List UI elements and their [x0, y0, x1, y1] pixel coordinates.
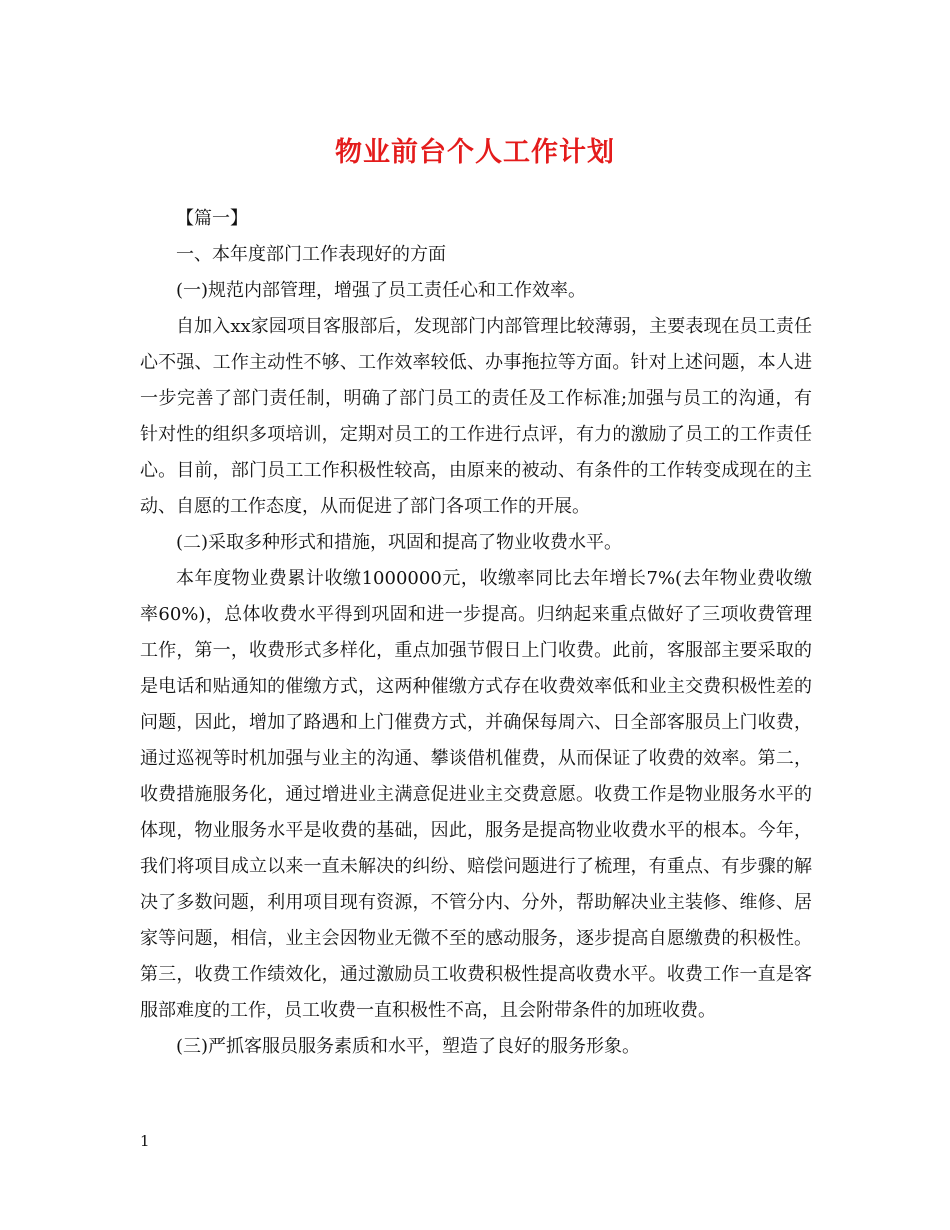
page-number: 1	[140, 1132, 150, 1150]
subheading: (二)采取多种形式和措施，巩固和提高了物业收费水平。	[176, 532, 623, 553]
section-heading: 【篇一】	[176, 208, 248, 229]
body-paragraph: 本年度物业费累计收缴1000000元，收缴率同比去年增长7%(去年物业费收缴率60%)，总体收费水平得到巩固和进一步提高。归纳起来重点做好了三项收费管理工作，第一，收费形式多样化，重点加强节假日上门收费。此前，客服部主要采取的是电话和贴通知的催缴方式，这两种催缴方式存在收费效率低和业主交费积极性差的问题，因此，增加了路遇和上门催费方式，并确保每周六、日全部客服员上门收费，通过巡视等时机加强与业主的沟通、攀谈借机催费，从而保证了收费的效率。第二，收费措施服务化，通过增进业主满意促进业主交费意愿。收费工作是物业服务水平的体现，物业服务水平是收费的基础，因此，服务是提高物业收费水平的根本。今年，我们将项目成立以来一直未解决的纠纷、赔偿问题进行了梳理，有重点、有步骤的解决了多数问题，利用项目现有资源，不管分内、分外，帮助解决业主装修、维修、居家等问题，相信，业主会因物业无微不至的感动服务，逐步提高自愿缴费的积极性。第三，收费工作绩效化，通过激励员工收费积极性提高收费水平。收费工作一直是客服部难度的工作，员工收费一直积极性不高，且会附带条件的加班收费。	[140, 568, 812, 1021]
body-paragraph: 自加入xx家园项目客服部后，发现部门内部管理比较薄弱，主要表现在员工责任心不强、工作主动性不够、工作效率较低、办事拖拉等方面。针对上述问题，本人进一步完善了部门责任制，明确了部门员工的责任及工作标准;加强与员工的沟通，有针对性的组织多项培训，定期对员工的工作进行点评，有力的激励了员工的工作责任心。目前，部门员工工作积极性较高，由原来的被动、有条件的工作转变成现在的主动、自愿的工作态度，从而促进了部门各项工作的开展。	[140, 316, 812, 517]
subheading: (一)规范内部管理，增强了员工责任心和工作效率。	[176, 280, 587, 301]
document-body	[140, 201, 812, 1065]
part-heading: 一、本年度部门工作表现好的方面	[176, 244, 446, 265]
document-title: 物业前台个人工作计划	[335, 137, 615, 168]
subheading: (三)严抓客服员服务素质和水平，塑造了良好的服务形象。	[176, 1036, 641, 1057]
